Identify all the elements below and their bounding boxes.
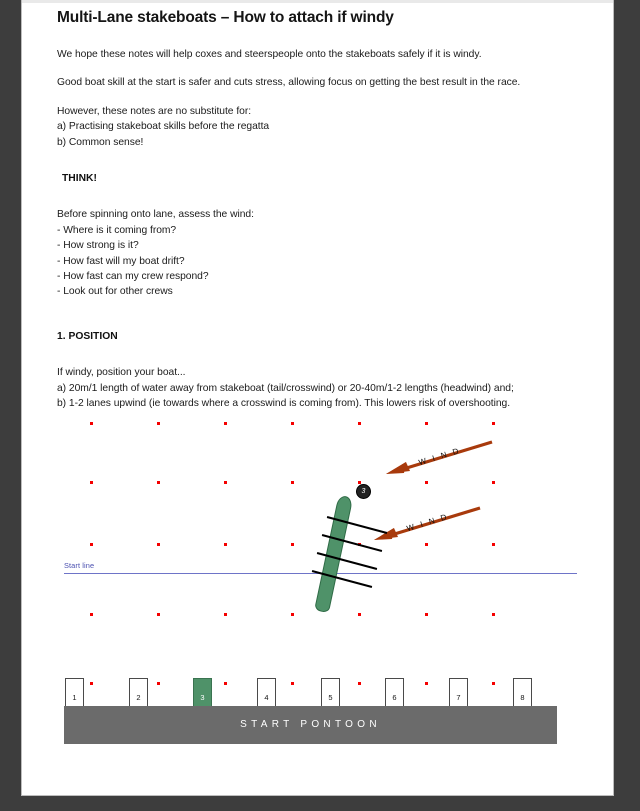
lane-dot	[291, 481, 294, 484]
lane-dot	[425, 481, 428, 484]
spacer	[57, 199, 587, 207]
lane-marker-7: 7	[449, 678, 468, 708]
lane-dot	[224, 613, 227, 616]
lane-dot	[224, 543, 227, 546]
lane-dot	[492, 422, 495, 425]
lane-dot	[157, 481, 160, 484]
document-text-body	[57, 8, 587, 412]
lane-dot	[157, 543, 160, 546]
list-item-assess-3: - How fast will my boat drift?	[57, 255, 185, 267]
page-top-edge	[22, 0, 613, 3]
paragraph-intro: We hope these notes will help coxes and steerspeople onto the stakeboats safely if it is windy.	[57, 49, 482, 60]
lane-marker-3: 3	[193, 678, 212, 708]
rowing-boat	[308, 484, 398, 612]
lane-dot	[425, 682, 428, 685]
lane-dot	[157, 613, 160, 616]
lane-dot	[291, 613, 294, 616]
paragraph-position-b: b) 1-2 lanes upwind (ie towards where a crosswind is coming from). This lowers risk of overshooting.	[57, 398, 511, 410]
paragraph-position-a: a) 20m/1 length of water away from stakeboat (tail/crosswind) or 20-40m/1-2 lengths (headwind) and;	[57, 382, 514, 394]
lane-dot	[90, 481, 93, 484]
lane-marker-4: 4	[257, 678, 276, 708]
list-item-assess-5: - Look out for other crews	[57, 286, 173, 298]
paragraph-benefit: Good boat skill at the start is safer and cuts stress, allowing focus on getting the best result in the race.	[57, 77, 521, 89]
start-pontoon: START PONTOON	[64, 706, 557, 744]
lane-marker-2: 2	[129, 678, 148, 708]
lane-marker-8: 8	[513, 678, 532, 708]
lane-marker-1: 1	[65, 678, 84, 708]
lane-dot	[492, 682, 495, 685]
lane-dot	[492, 613, 495, 616]
list-item-assess-2: - How strong is it?	[57, 240, 139, 252]
lane-dot	[425, 422, 428, 425]
paragraph-substitute-a: a) Practising stakeboat skills before the regatta	[57, 121, 270, 133]
lane-dot	[492, 543, 495, 546]
lane-dot	[90, 543, 93, 546]
heading-position: 1. POSITION	[57, 330, 118, 342]
lane-dot	[358, 422, 361, 425]
lane-dot	[358, 613, 361, 616]
lane-dot	[224, 481, 227, 484]
lane-dot	[157, 422, 160, 425]
lane-marker-6: 6	[385, 678, 404, 708]
heading-think: THINK!	[62, 173, 97, 185]
wind-label-upper: W I N D	[417, 445, 462, 468]
lane-dot	[291, 422, 294, 425]
wind-label-lower: W I N D	[405, 511, 450, 534]
lane-dot	[425, 613, 428, 616]
lane-dot	[492, 481, 495, 484]
start-line-label: Start line	[64, 561, 95, 570]
list-item-assess-1: - Where is it coming from?	[57, 224, 177, 236]
lane-dot	[291, 682, 294, 685]
lane-marker-5: 5	[321, 678, 340, 708]
lane-dot	[224, 682, 227, 685]
lane-dot	[291, 543, 294, 546]
lane-dot	[224, 422, 227, 425]
list-item-assess-4: - How fast can my crew respond?	[57, 271, 209, 283]
spacer	[57, 163, 587, 171]
paragraph-assess-lead: Before spinning onto lane, assess the wind:	[57, 209, 254, 221]
lane-dot	[90, 613, 93, 616]
spacer	[57, 313, 587, 329]
lane-dot	[358, 682, 361, 685]
lane-dot	[90, 422, 93, 425]
paragraph-substitute-lead: However, these notes are no substitute for:	[57, 105, 252, 117]
page-title: Multi-Lane stakeboats – How to attach if windy	[57, 9, 394, 26]
lane-dot	[157, 682, 160, 685]
lane-dot	[90, 682, 93, 685]
paragraph-position-lead: If windy, position your boat...	[57, 367, 186, 379]
document-page	[22, 0, 613, 795]
stakeboat-diagram	[22, 406, 613, 746]
lane-dot	[425, 543, 428, 546]
paragraph-substitute-b: b) Common sense!	[57, 136, 144, 148]
spacer	[57, 357, 587, 365]
boat-lane-number-badge: 3	[356, 484, 371, 499]
